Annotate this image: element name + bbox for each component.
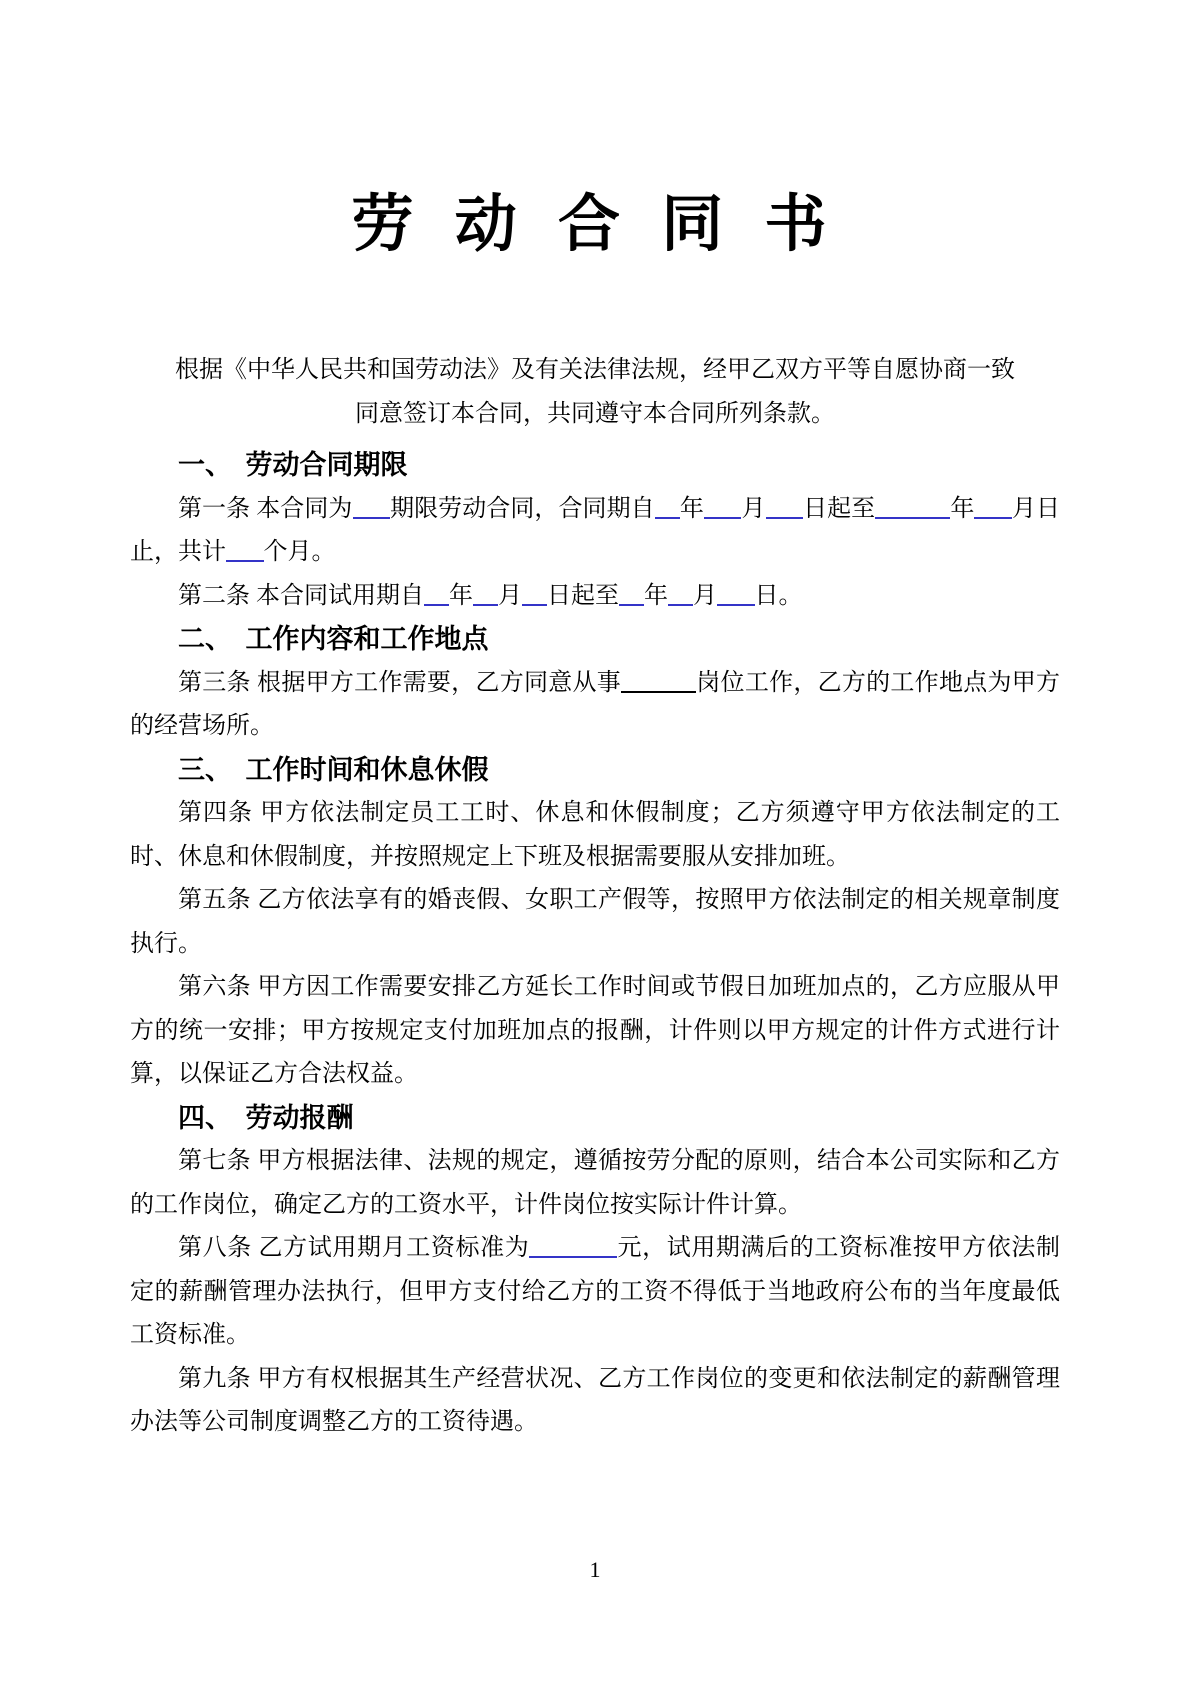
paragraph: [130, 792, 1060, 879]
text-run: 第八条 乙方试用期月工资标准为: [178, 1235, 530, 1261]
text-run: 第七条 甲方根据法律、法规的规定，遵循按劳分配的原则，结合本公司实际和乙方的工作岗位，确定乙方的工资水平，计件岗位按实际计件计算。: [130, 1148, 1060, 1218]
text-run: 个月。: [263, 539, 336, 565]
text-run: 第一条 本合同为: [178, 495, 353, 522]
blank-field: [619, 584, 644, 606]
paragraph: [130, 879, 1060, 966]
paragraph: [130, 966, 1060, 1097]
text-run: 月: [693, 582, 717, 609]
blank-field: [621, 671, 696, 693]
text-run: 岗位工作，乙方的工作地点为甲方的经营场所。: [130, 669, 1061, 739]
section-heading: 二、 工作内容和工作地点: [178, 624, 489, 654]
text-run: 日。: [754, 582, 803, 609]
blank-field: [668, 584, 693, 606]
text-run: 年: [950, 495, 975, 522]
paragraph: [130, 662, 1060, 749]
paragraph: [130, 1358, 1060, 1445]
blank-field: [522, 584, 547, 606]
blank-field: [655, 497, 680, 519]
text-run: 日起至: [547, 582, 619, 609]
blank-field: [974, 497, 1012, 519]
paragraph: [130, 488, 1060, 575]
intro-paragraph: [130, 349, 1060, 436]
text-run: 月日止，共计: [130, 495, 1060, 565]
section-heading: 三、 工作时间和休息休假: [178, 754, 489, 785]
paragraph: [130, 1140, 1060, 1227]
blank-field: [424, 584, 449, 606]
section-heading: 一、 劳动合同期限: [178, 450, 408, 480]
section-heading: 四、 劳动报酬: [178, 1102, 354, 1133]
blank-field: [226, 540, 264, 562]
text-run: 第二条 本合同试用期自: [178, 582, 424, 609]
document-sections: [130, 444, 1060, 1445]
text-run: 第五条 乙方依法享有的婚丧假、女职工产假等，按照甲方依法制定的相关规章制度执行。: [130, 887, 1060, 957]
blank-field: [704, 497, 742, 519]
text-run: 第三条 根据甲方工作需要，乙方同意从事: [178, 669, 622, 696]
blank-field: [875, 497, 950, 519]
intro-line: 同意签订本合同，共同遵守本合同所列条款。: [355, 400, 835, 427]
text-run: 月: [741, 495, 766, 522]
text-run: 第四条 甲方依法制定员工工时、休息和休假制度；乙方须遵守甲方依法制定的工时、休息和休假制度，并按照规定上下班及根据需要服从安排加班。: [130, 800, 1060, 870]
text-run: 第九条 甲方有权根据其生产经营状况、乙方工作岗位的变更和依法制定的薪酬管理办法等公司制度调整乙方的工资待遇。: [130, 1365, 1060, 1435]
blank-field: [766, 497, 804, 519]
blank-field: [473, 584, 498, 606]
blank-field: [353, 497, 391, 519]
document-title: 劳 动 合 同 书: [351, 190, 839, 259]
blank-field: [717, 584, 755, 606]
text-run: 年: [644, 582, 668, 609]
page-number: 1: [589, 1557, 601, 1582]
text-run: 月: [498, 582, 522, 609]
text-run: 年: [449, 582, 473, 609]
text-run: 第六条 甲方因工作需要安排乙方延长工作时间或节假日加班加点的，乙方应服从甲方的统一安排；甲方按规定支付加班加点的报酬，计件则以甲方规定的计件方式进行计算，以保证乙方合法权益。: [130, 974, 1060, 1087]
text-run: 期限劳动合同，合同期自: [390, 495, 655, 522]
paragraph: [130, 575, 1060, 619]
text-run: 元，试用期满后的工资标准按甲方依法制定的薪酬管理办法执行，但甲方支付给乙方的工资不得低于当地政府公布的当年度最低工资标准。: [130, 1235, 1061, 1348]
text-run: 日起至: [803, 495, 876, 522]
text-run: 年: [679, 495, 704, 522]
intro-line: 根据《中华人民共和国劳动法》及有关法律法规，经甲乙双方平等自愿协商一致: [175, 357, 1015, 383]
paragraph: [130, 1227, 1060, 1358]
blank-field: [529, 1236, 617, 1258]
